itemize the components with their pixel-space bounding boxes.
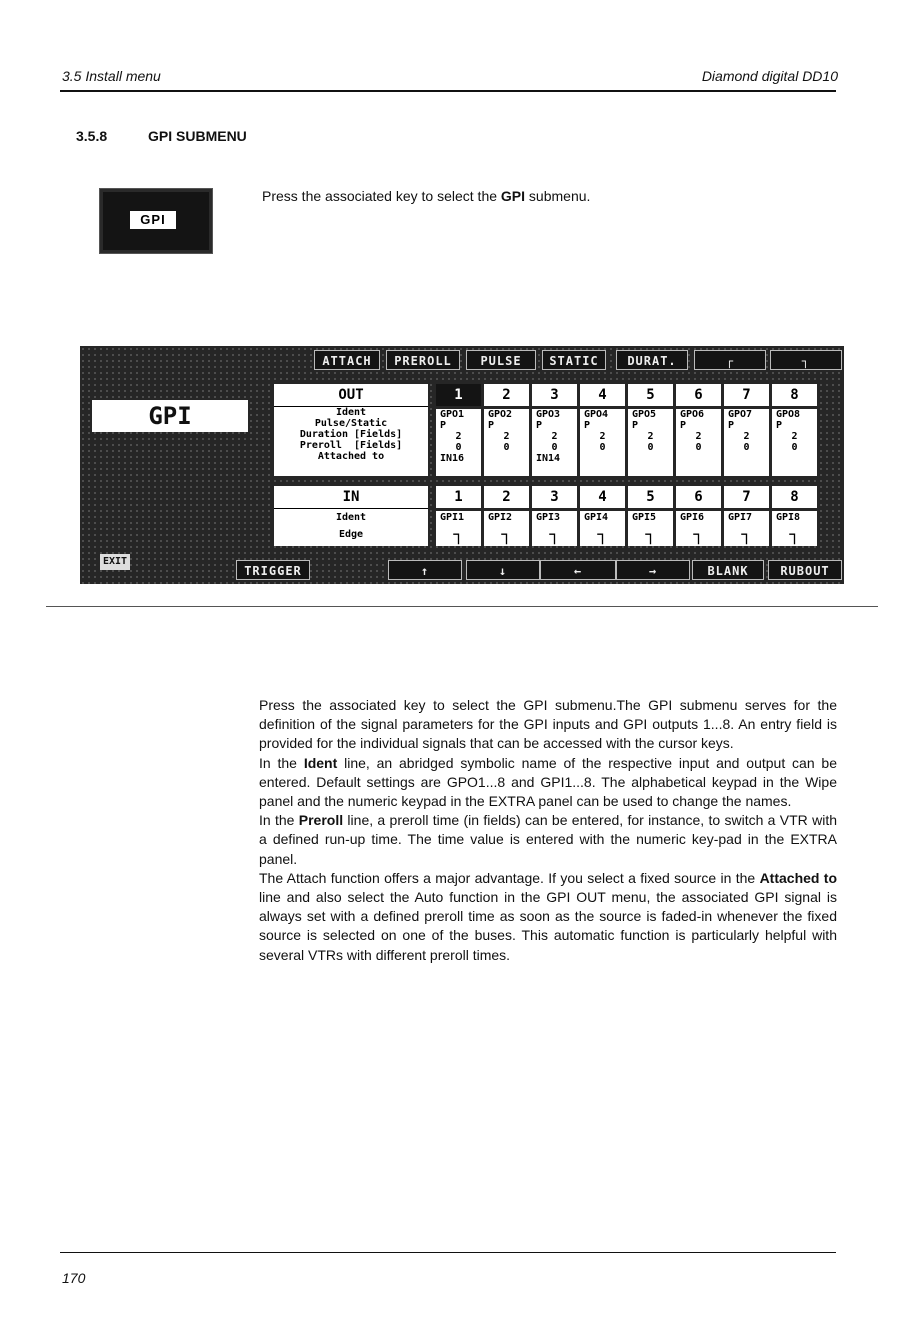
gpo-preroll: 0 bbox=[455, 442, 462, 453]
gpo-pulse-static: P bbox=[536, 420, 543, 431]
gpi-key-label: GPI bbox=[130, 211, 176, 229]
gpo-column-8[interactable] bbox=[772, 384, 817, 476]
gpo-ident: GPO5 bbox=[632, 409, 657, 420]
paragraph-1: Press the associated key to select the GPI submenu.The GPI submenu serves for the definition of the signal parameters for the GPI inputs and GPI outputs 1...8. An entry field is provided for the individual signals that can be accessed with the cursor keys. bbox=[259, 697, 837, 752]
gpi-edge: ┐ bbox=[597, 525, 608, 545]
softkey-left[interactable]: ← bbox=[540, 560, 616, 580]
gpo-column-7[interactable] bbox=[724, 384, 769, 476]
p2-pre: In the bbox=[259, 754, 304, 771]
gpo-pulse-static: P bbox=[440, 420, 447, 431]
gpo-pulse-static: P bbox=[488, 420, 495, 431]
gpi-column-5[interactable] bbox=[628, 486, 673, 546]
gpo-attached bbox=[724, 453, 769, 464]
gpo-column-4[interactable] bbox=[580, 384, 625, 476]
footer-rule bbox=[60, 1252, 836, 1253]
gpo-preroll: 0 bbox=[791, 442, 798, 453]
out-label-ident: Ident bbox=[335, 407, 367, 418]
p2-bold: Ident bbox=[303, 754, 338, 771]
gpi-edge: ┐ bbox=[693, 525, 704, 545]
gpo-ident: GPO6 bbox=[680, 409, 705, 420]
gpo-preroll: 0 bbox=[551, 442, 558, 453]
p4-pre: The Attach function offers a major advantage. If you select a fixed source in the bbox=[259, 869, 760, 886]
softkey-down[interactable]: ↓ bbox=[466, 560, 540, 580]
gpi-edge: ┐ bbox=[549, 525, 560, 545]
gpo-duration: 2 bbox=[599, 431, 606, 442]
gpi-column-8[interactable] bbox=[772, 486, 817, 546]
gpo-attached bbox=[676, 453, 721, 464]
gpo-preroll: 0 bbox=[647, 442, 654, 453]
gpi-column-3[interactable] bbox=[532, 486, 577, 546]
gpo-preroll: 0 bbox=[743, 442, 750, 453]
p3-pre: In the bbox=[259, 812, 299, 829]
gpi-column-7[interactable] bbox=[724, 486, 769, 546]
exit-button[interactable]: EXIT bbox=[100, 554, 130, 570]
gpo-column-2[interactable] bbox=[484, 384, 529, 476]
in-head: IN bbox=[274, 486, 428, 509]
gpi-number: 2 bbox=[484, 486, 529, 511]
gpo-attached bbox=[580, 453, 625, 464]
divider bbox=[46, 606, 878, 607]
gpo-preroll: 0 bbox=[599, 442, 606, 453]
gpo-duration: 2 bbox=[695, 431, 702, 442]
running-header-left: 3.5 Install menu bbox=[62, 68, 161, 84]
gpo-number: 7 bbox=[724, 384, 769, 409]
section-title: GPI SUBMENU bbox=[148, 128, 247, 144]
gpi-key-button[interactable] bbox=[99, 188, 213, 254]
softkey-attach[interactable]: ATTACH bbox=[314, 350, 380, 370]
softkey-static[interactable]: STATIC bbox=[542, 350, 606, 370]
gpo-preroll: 0 bbox=[695, 442, 702, 453]
gpo-duration: 2 bbox=[647, 431, 654, 442]
gpo-ident: GPO2 bbox=[488, 409, 513, 420]
gpo-pulse-static: P bbox=[776, 420, 783, 431]
p4-post: line and also select the Auto function in the GPI OUT menu, the associated GPI signal is always set with a defined preroll time as soon as the source is faded-in whenever the fixed source is selected on one of the buses. This automatic function is particularly helpful with several VTRs with different preroll times. bbox=[259, 889, 837, 963]
gpi-number: 3 bbox=[532, 486, 577, 511]
screen-title: GPI bbox=[92, 400, 248, 432]
softkey-pulse[interactable]: PULSE bbox=[466, 350, 536, 370]
gpo-number: 6 bbox=[676, 384, 721, 409]
softkey-rubout[interactable]: RUBOUT bbox=[768, 560, 842, 580]
gpo-number: 4 bbox=[580, 384, 625, 409]
gpi-ident: GPI3 bbox=[536, 512, 561, 523]
gpo-attached bbox=[484, 453, 529, 464]
gpi-number: 1 bbox=[436, 486, 481, 511]
gpo-duration: 2 bbox=[503, 431, 510, 442]
body-text bbox=[259, 696, 837, 965]
gpi-ident: GPI1 bbox=[440, 512, 465, 523]
gpo-column-6[interactable] bbox=[676, 384, 721, 476]
gpi-ident: GPI5 bbox=[632, 512, 657, 523]
gpo-attached: IN16 bbox=[440, 453, 465, 464]
paragraph-2 bbox=[259, 754, 837, 812]
gpo-attached bbox=[628, 453, 673, 464]
gpi-number: 8 bbox=[772, 486, 817, 511]
gpi-edge: ┐ bbox=[741, 525, 752, 545]
gpo-ident: GPO1 bbox=[440, 409, 465, 420]
gpi-column-1[interactable] bbox=[436, 486, 481, 546]
softkey-trigger[interactable]: TRIGGER bbox=[236, 560, 310, 580]
out-label-duration: Duration [Fields] bbox=[299, 429, 403, 440]
gpi-number: 5 bbox=[628, 486, 673, 511]
running-header-right: Diamond digital DD10 bbox=[701, 68, 838, 84]
in-label-ident: Ident bbox=[335, 512, 367, 523]
gpo-column-3[interactable] bbox=[532, 384, 577, 476]
softkey-falling-edge[interactable]: ┐ bbox=[770, 350, 842, 370]
gpi-number: 4 bbox=[580, 486, 625, 511]
gpi-column-6[interactable] bbox=[676, 486, 721, 546]
p2-post: line, an abridged symbolic name of the respective input and output can be entered. Default settings are GPO1...8 and GPI1...8. The alphabetical keypad in the Wipe panel and the numeric keypad in the EXTRA panel can be used to change the names. bbox=[259, 754, 838, 810]
gpi-edge: ┐ bbox=[645, 525, 656, 545]
softkey-preroll[interactable]: PREROLL bbox=[386, 350, 460, 370]
gpo-column-5[interactable] bbox=[628, 384, 673, 476]
gpi-number: 6 bbox=[676, 486, 721, 511]
paragraph-3 bbox=[259, 811, 837, 869]
gpo-preroll: 0 bbox=[503, 442, 510, 453]
gpo-ident: GPO4 bbox=[584, 409, 609, 420]
intro-post: submenu. bbox=[525, 188, 591, 204]
in-label-edge: Edge bbox=[338, 529, 364, 540]
softkey-durat[interactable]: DURAT. bbox=[616, 350, 688, 370]
gpo-duration: 2 bbox=[791, 431, 798, 442]
gpo-number: 5 bbox=[628, 384, 673, 409]
gpo-ident: GPO8 bbox=[776, 409, 801, 420]
paragraph-4 bbox=[259, 869, 837, 965]
out-head: OUT bbox=[274, 384, 428, 407]
out-label-pulse-static: Pulse/Static bbox=[314, 418, 388, 429]
out-label-attached: Attached to bbox=[317, 451, 385, 462]
gpi-ident: GPI2 bbox=[488, 512, 513, 523]
gpi-ident: GPI7 bbox=[728, 512, 753, 523]
gpi-edge: ┐ bbox=[789, 525, 800, 545]
gpi-ident: GPI6 bbox=[680, 512, 705, 523]
gpo-ident: GPO3 bbox=[536, 409, 561, 420]
gpo-number: 2 bbox=[484, 384, 529, 409]
gpi-column-4[interactable] bbox=[580, 486, 625, 546]
gpi-number: 7 bbox=[724, 486, 769, 511]
intro-bold: GPI bbox=[500, 188, 526, 204]
gpo-pulse-static: P bbox=[632, 420, 639, 431]
gpi-ident: GPI4 bbox=[584, 512, 609, 523]
softkey-blank[interactable]: BLANK bbox=[692, 560, 764, 580]
gpi-ident: GPI8 bbox=[776, 512, 801, 523]
softkey-right[interactable]: → bbox=[616, 560, 690, 580]
gpi-edge: ┐ bbox=[453, 525, 464, 545]
gpo-pulse-static: P bbox=[584, 420, 591, 431]
out-labels bbox=[274, 384, 428, 476]
intro-text bbox=[262, 188, 590, 204]
p3-bold: Preroll bbox=[298, 812, 344, 829]
gpo-pulse-static: P bbox=[680, 420, 687, 431]
gpo-ident: GPO7 bbox=[728, 409, 753, 420]
intro-pre: Press the associated key to select the bbox=[262, 188, 501, 204]
gpi-menu-screen bbox=[80, 346, 844, 584]
in-labels bbox=[274, 486, 428, 546]
gpo-duration: 2 bbox=[455, 431, 462, 442]
gpo-attached: IN14 bbox=[536, 453, 561, 464]
gpo-number: 1 bbox=[436, 384, 481, 409]
softkey-up[interactable]: ↑ bbox=[388, 560, 462, 580]
p4-bold: Attached to bbox=[759, 869, 838, 886]
gpo-duration: 2 bbox=[743, 431, 750, 442]
gpo-pulse-static: P bbox=[728, 420, 735, 431]
gpi-edge: ┐ bbox=[501, 525, 512, 545]
gpi-column-2[interactable] bbox=[484, 486, 529, 546]
out-label-preroll: Preroll [Fields] bbox=[299, 440, 403, 451]
header-rule bbox=[60, 90, 836, 92]
gpo-number: 3 bbox=[532, 384, 577, 409]
gpo-column-1[interactable] bbox=[436, 384, 481, 476]
page-number: 170 bbox=[62, 1270, 86, 1286]
gpo-attached bbox=[772, 453, 817, 464]
section-number: 3.5.8 bbox=[76, 128, 108, 144]
gpo-duration: 2 bbox=[551, 431, 558, 442]
p3-post: line, a preroll time (in fields) can be entered, for instance, to switch a VTR with a defined run-up time. The time value is entered with the numeric key-pad in the EXTRA panel. bbox=[259, 812, 837, 867]
gpo-number: 8 bbox=[772, 384, 817, 409]
softkey-rising-edge[interactable]: ┌ bbox=[694, 350, 766, 370]
